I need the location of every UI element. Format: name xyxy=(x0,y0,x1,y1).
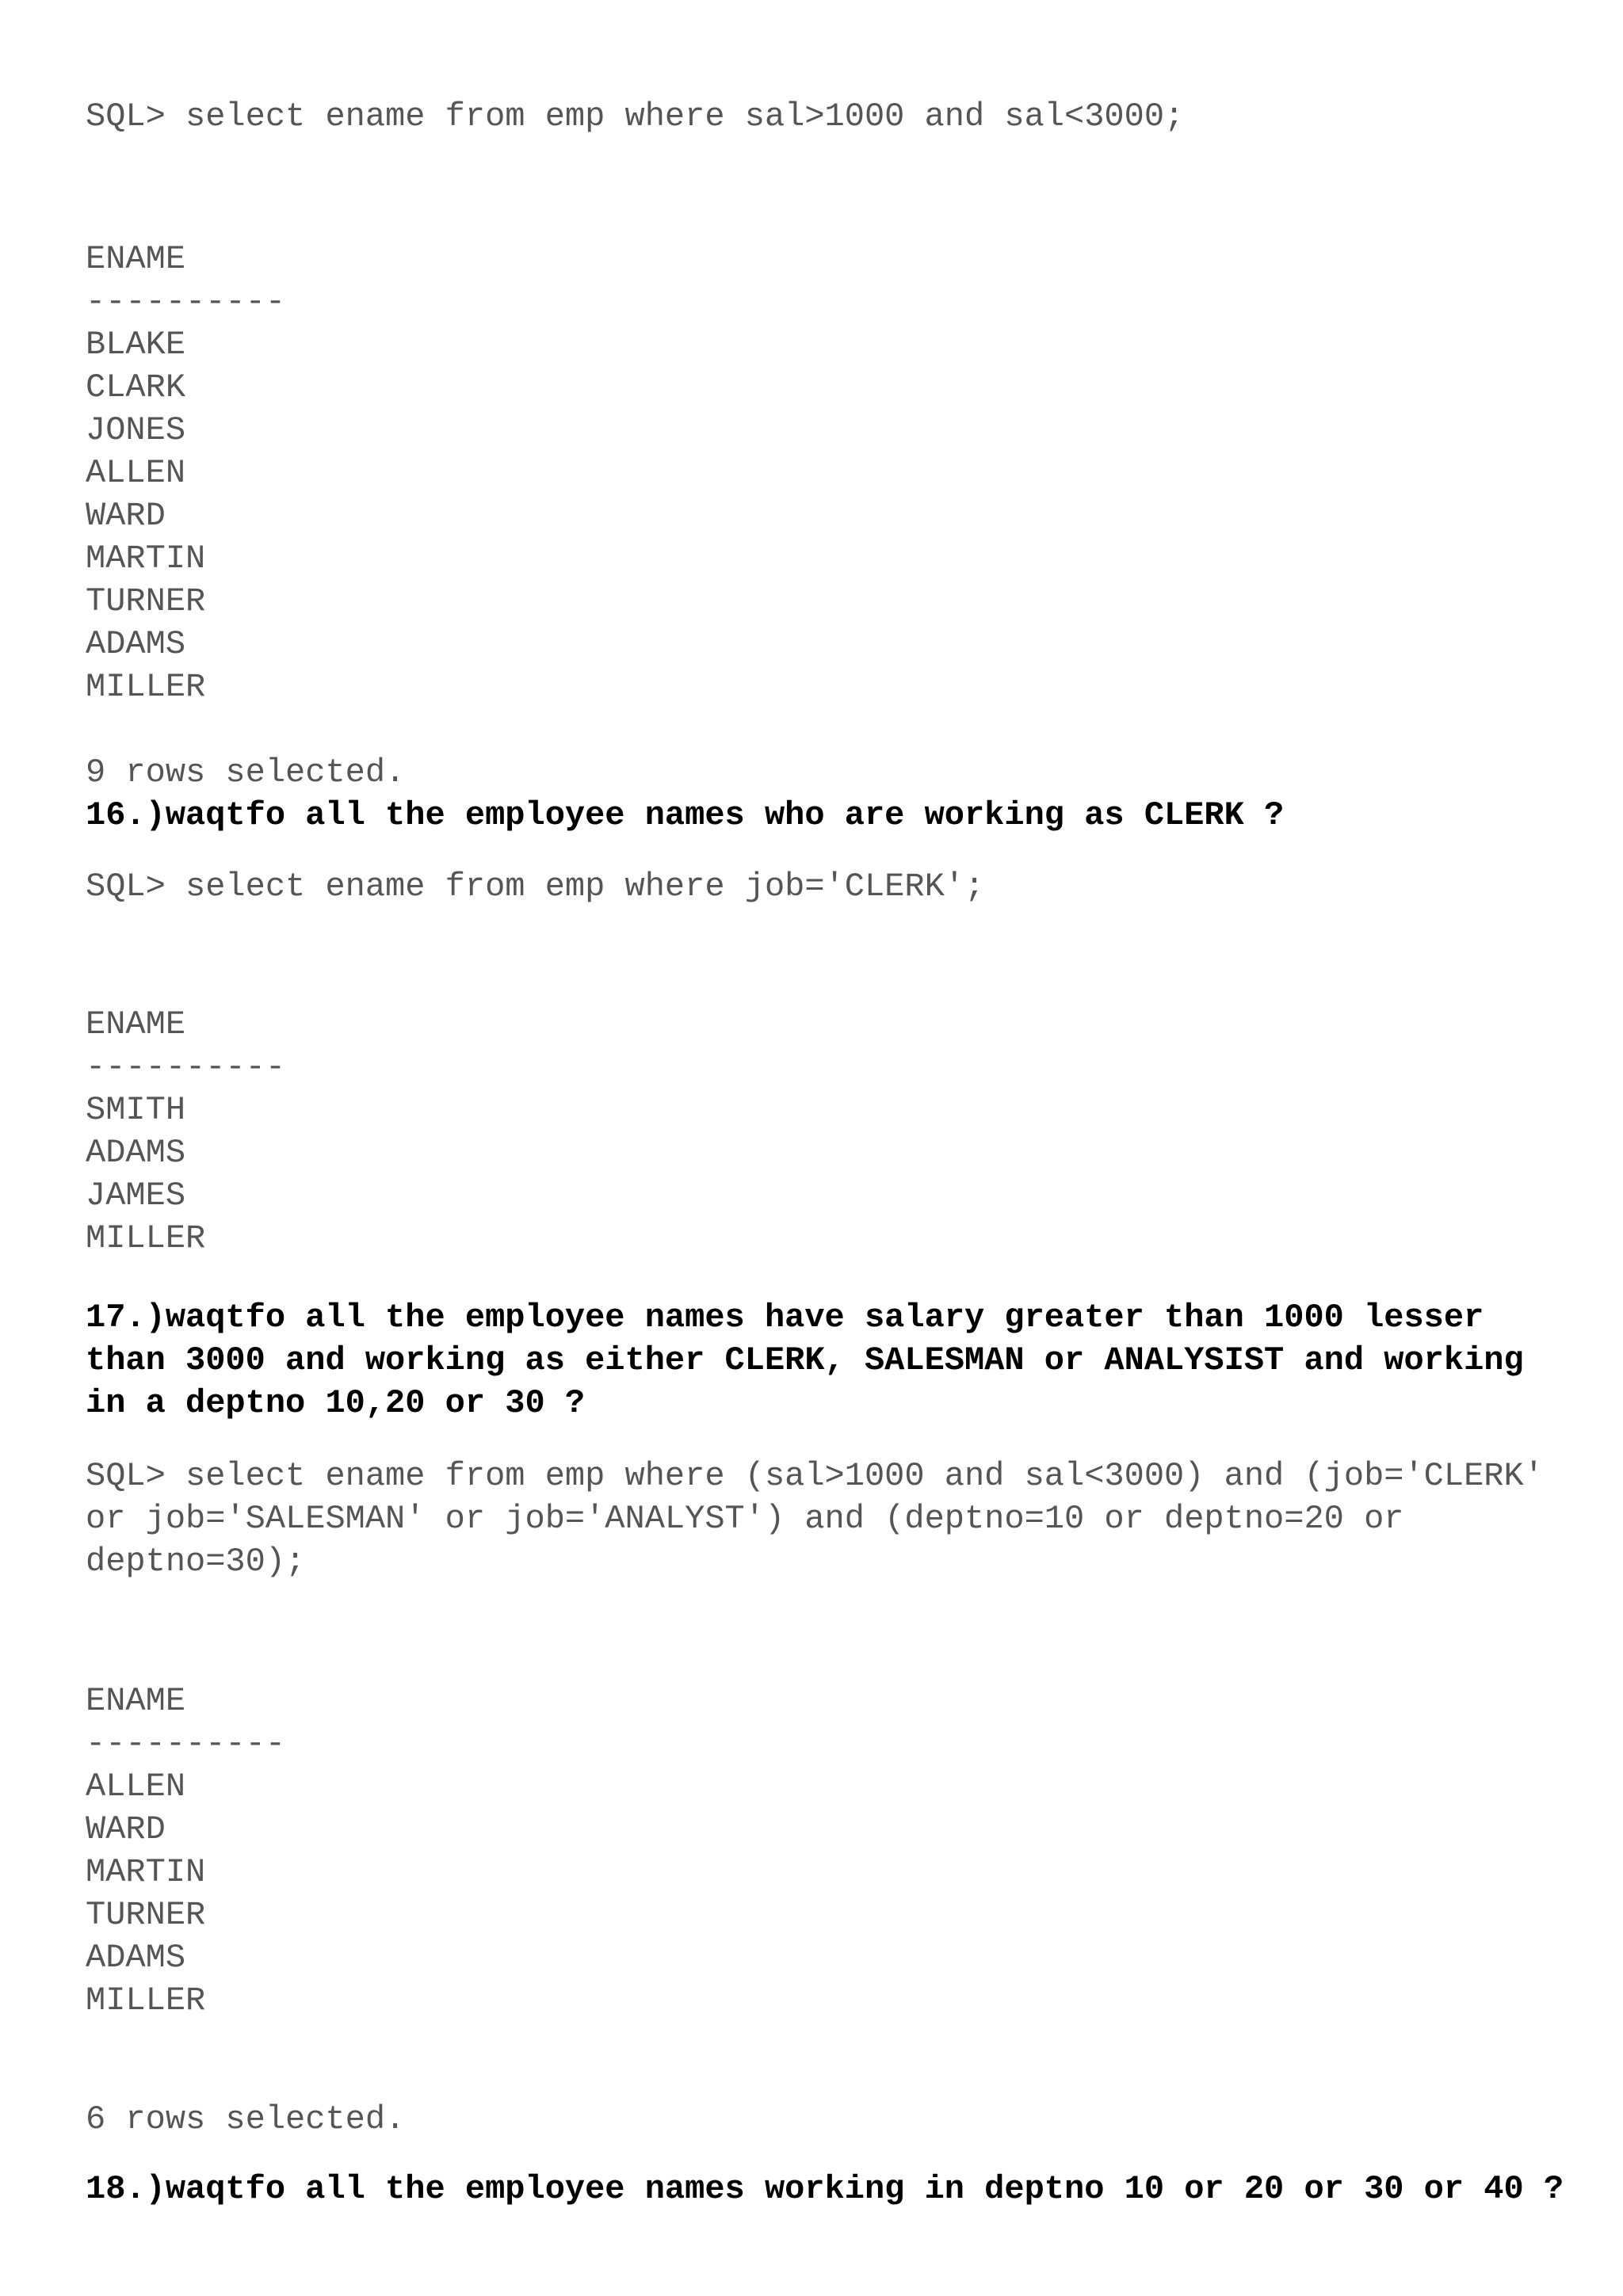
rows-selected-count: 9 rows selected. xyxy=(86,753,406,791)
rows-selected-count: 6 rows selected. xyxy=(86,2100,406,2138)
question-heading: 17.)waqtfo all the employee names have salary greater than 1000 lesser xyxy=(86,1299,1484,1337)
sql-query-line: deptno=30); xyxy=(86,1543,306,1581)
result-row: TURNER xyxy=(86,1896,206,1934)
sql-query-line: SQL> select ename from emp where (sal>1000 and sal<3000) and (job='CLERK' xyxy=(86,1457,1544,1495)
question-heading: 18.)waqtfo all the employee names working in deptno 10 or 20 or 30 or 40 ? xyxy=(86,2170,1564,2208)
result-row: MILLER xyxy=(86,1219,206,1257)
result-row: MARTIN xyxy=(86,540,206,578)
result-row: TURNER xyxy=(86,582,206,620)
column-separator: ---------- xyxy=(86,1725,286,1763)
result-row: MARTIN xyxy=(86,1853,206,1891)
column-separator: ---------- xyxy=(86,283,286,321)
sql-query-line: SQL> select ename from emp where job='CLERK'; xyxy=(86,868,985,906)
result-row: WARD xyxy=(86,1810,166,1848)
result-row: JONES xyxy=(86,411,186,449)
sql-query-line: or job='SALESMAN' or job='ANALYST') and (deptno=10 or deptno=20 or xyxy=(86,1500,1404,1538)
result-row: MILLER xyxy=(86,668,206,706)
column-header: ENAME xyxy=(86,1005,186,1043)
result-row: ADAMS xyxy=(86,1939,186,1977)
result-row: ALLEN xyxy=(86,454,186,492)
result-row: ADAMS xyxy=(86,1134,186,1172)
column-header: ENAME xyxy=(86,240,186,278)
result-row: ALLEN xyxy=(86,1768,186,1806)
result-row: MILLER xyxy=(86,1981,206,2019)
question-heading: in a deptno 10,20 or 30 ? xyxy=(86,1384,586,1422)
result-row: JAMES xyxy=(86,1177,186,1215)
result-row: BLAKE xyxy=(86,326,186,364)
question-heading: 16.)waqtfo all the employee names who are working as CLERK ? xyxy=(86,796,1285,834)
result-row: SMITH xyxy=(86,1091,186,1129)
column-separator: ---------- xyxy=(86,1048,286,1086)
column-header: ENAME xyxy=(86,1682,186,1720)
question-heading: than 3000 and working as either CLERK, SALESMAN or ANALYSIST and working xyxy=(86,1341,1524,1379)
result-row: WARD xyxy=(86,497,166,535)
result-row: CLARK xyxy=(86,368,186,406)
sql-query-line: SQL> select ename from emp where sal>1000 and sal<3000; xyxy=(86,97,1185,135)
result-row: ADAMS xyxy=(86,625,186,663)
